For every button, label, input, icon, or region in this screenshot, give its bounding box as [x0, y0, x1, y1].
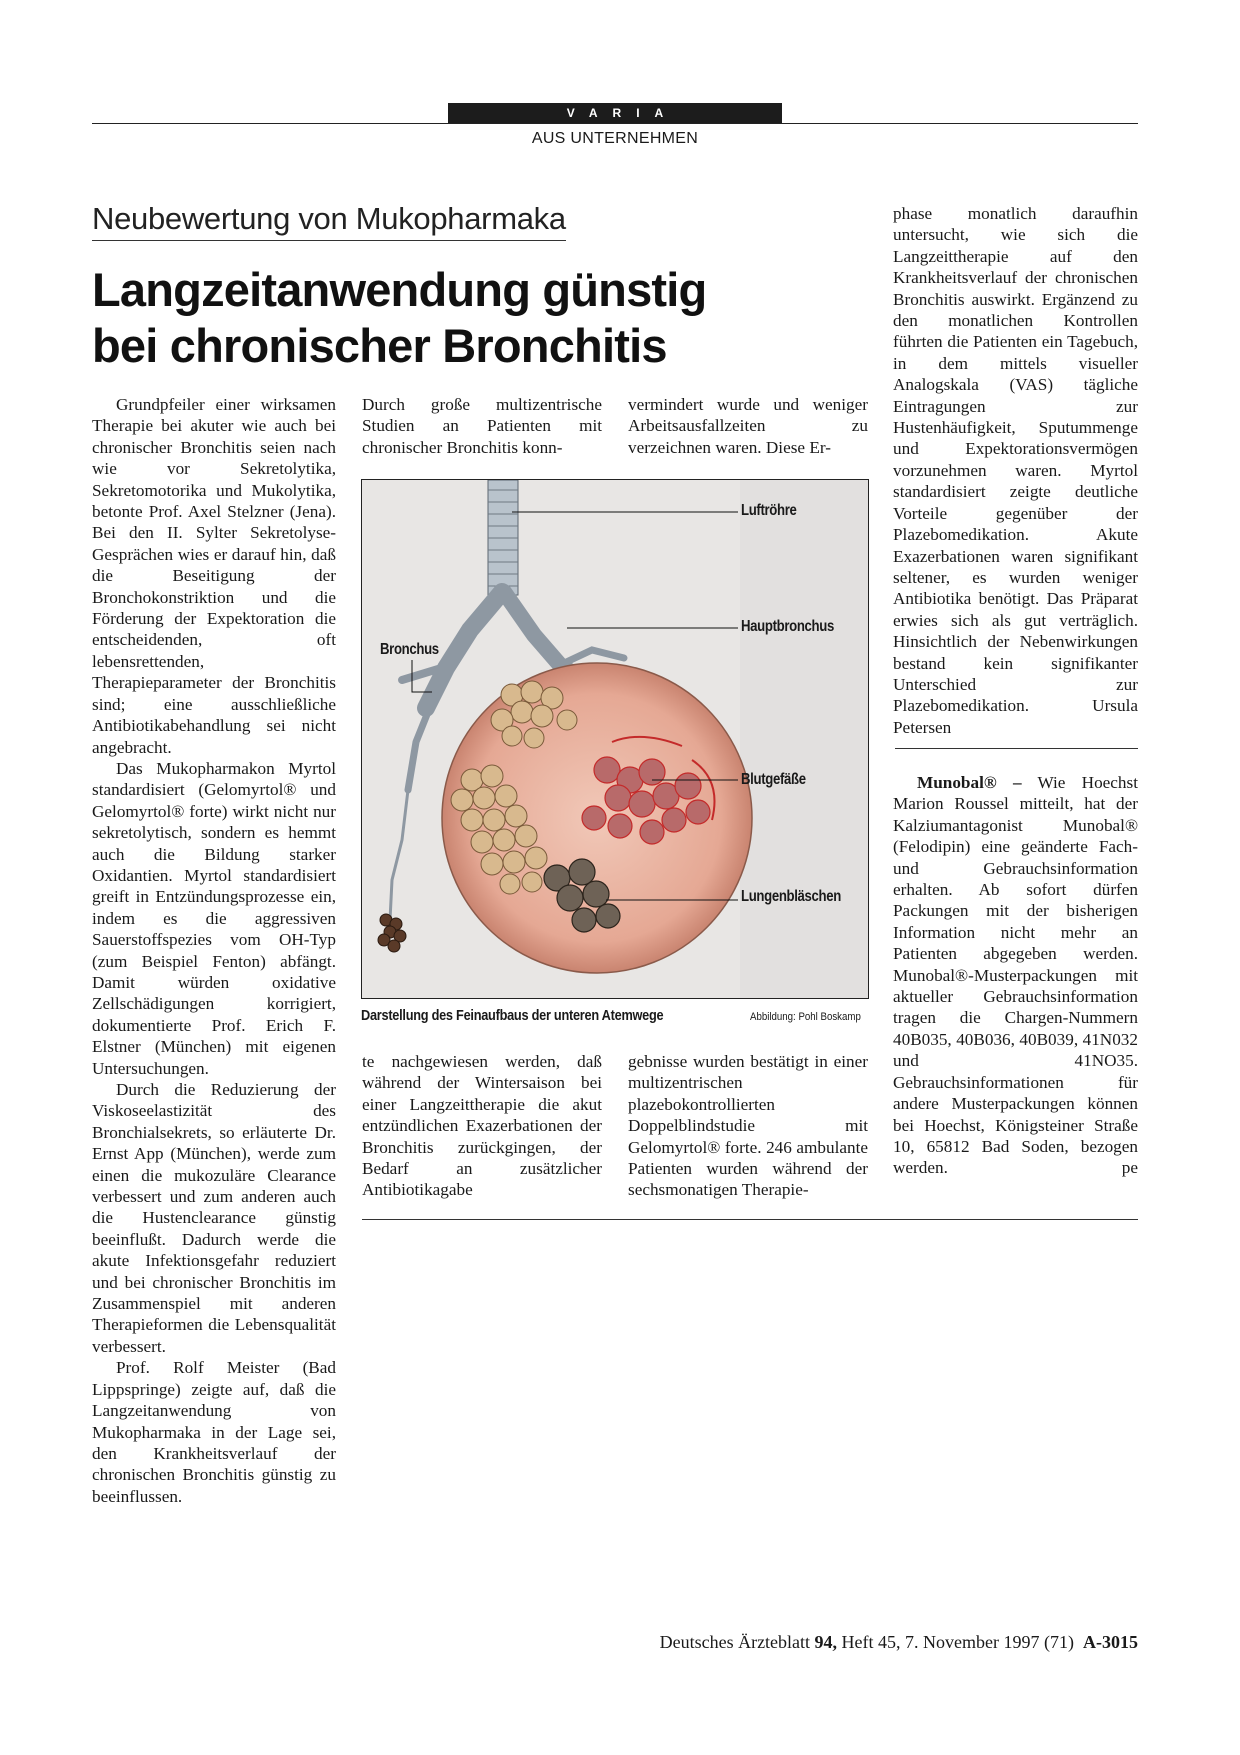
label-blood-vessels: Blutgefäße	[741, 771, 806, 788]
notice-separator	[895, 748, 1138, 749]
article-headline	[92, 262, 792, 374]
paragraph: Durch große multizentrische Studien an Patienten mit chronischer Bronchitis konn-	[362, 395, 602, 457]
column-2-bottom	[362, 1051, 602, 1201]
trachea	[488, 480, 518, 595]
paragraph: gebnisse wurden bestätigt in einer multizentrischen plazebokontrollierten Doppelblindstudie mit Gelomyrtol® forte. 246 ambulante Patienten wurden während der sechsmonatigen Therapie-	[628, 1052, 868, 1200]
label-alveoli: Lungenbläschen	[741, 888, 841, 905]
page-footer	[660, 1632, 1138, 1653]
lung-illustration	[361, 479, 869, 999]
notice-paragraph	[893, 772, 1138, 1179]
small-alveoli-cluster	[378, 914, 406, 952]
figure-credit: Abbildung: Pohl Boskamp	[750, 1011, 861, 1023]
author-byline: Ursula Petersen	[893, 696, 1138, 737]
notice-column	[893, 772, 1138, 1179]
column-1	[92, 394, 336, 1507]
paragraph: Das Mukopharmakon Myrtol standardisiert (Gelomyrtol® und Gelomyrtol® forte) wirkt nicht nur sekretolytisch, sondern es hemmt auch die Bildung starker Oxidantien. Myrtol standardisiert greift in Entzündungsprozesse ein, indem es die aggressiven Sauerstoffspezies vom OH-Typ (zum Beispiel Fenton) abfängt. Damit würden oxidative Zellschädigungen korrigiert, dokumentierte Prof. Erich F. Elstner (München) mit eigenen Untersuchungen.	[92, 758, 336, 1078]
journal-issue: Heft 45, 7. November 1997 (71)	[841, 1632, 1074, 1652]
article-kicker: Neubewertung von Mukopharmaka	[92, 200, 566, 241]
label-trachea: Luftröhre	[741, 502, 797, 519]
notice-title: Munobal® –	[917, 773, 1022, 792]
headline-line-1: Langzeitanwendung günstig	[92, 263, 707, 316]
bottom-rule	[362, 1219, 1138, 1220]
paragraph: Durch die Reduzierung der Viskoseelastizität des Bronchialsekrets, so erläuterte Dr. Ernst App (München), werde zum einen die mukozuläre Clearance verbessert und zum anderen auch die Hustenclearance günstig beeinflußt. Dadurch werde die akute Infektionsgefahr reduziert und bei chronischer Bronchitis im Zusammenspiel mit anderen Therapieformen die Lebensqualität verbessert.	[92, 1080, 336, 1356]
paragraph	[893, 203, 1138, 738]
paragraph: te nachgewiesen werden, daß während der Wintersaison bei einer Langzeittherapie die akut entzündlichen Exazerbationen der Bronchitis zurückgingen, der Bedarf an zusätzlicher Antibiotikagabe	[362, 1052, 602, 1200]
column-3-bottom	[628, 1051, 868, 1201]
journal-volume: 94,	[814, 1632, 838, 1652]
journal-name: Deutsches Ärzteblatt	[659, 1632, 811, 1652]
column-3-top	[628, 394, 868, 458]
label-bronchus: Bronchus	[380, 641, 439, 658]
notice-text: Wie Hoechst Marion Roussel mitteilt, hat der Kalziumantagonist Munobal® (Felodipin) eine geänderte Fach- und Gebrauchsinformation erhalten. Ab sofort dürfen Packungen mit der bisherigen Information nicht mehr an Patienten abgegeben werden. Munobal®-Musterpackungen mit aktueller Gebrauchsinformation tragen die Chargen-Nummern 40B035, 40B036, 40B039, 41N032 und 41NO35. Gebrauchsinformationen für andere Musterpackungen können bei Hoechst, Königsteiner Straße 10, 65812 Bad Soden, bezogen werden.	[893, 773, 1138, 1178]
header-rule	[92, 123, 1138, 124]
section-subtitle: AUS UNTERNEHMEN	[531, 130, 699, 147]
page-number: A-3015	[1083, 1632, 1138, 1652]
lung-drawing	[362, 480, 869, 999]
section-bar: VARIA	[448, 103, 782, 123]
column-4-text: phase monatlich daraufhin untersucht, wie sich die Langzeittherapie auf den Krankheitsverlauf der chronischen Bronchitis auswirkt. Ergänzend zu den monatlichen Kontrollen führten die Patienten ein Tagebuch, in dem mittels visueller Analogskala (VAS) tägliche Eintragungen zur Hustenhäufigkeit, Sputummenge und Expektorationsvermögen vorzunehmen waren. Myrtol standardisiert zeigte deutliche Vorteile gegenüber der Plazebomedikation. Akute Exazerbationen waren signifikant seltener, es wurden weniger Antibiotika benötigt. Das Präparat erwies sich als gut verträglich. Hinsichtlich der Nebenwirkungen bestand kein signifikanter Unterschied zur Plazebomedikation.	[893, 204, 1138, 716]
headline-line-2: bei chronischer Bronchitis	[92, 319, 667, 372]
label-main-bronchus: Hauptbronchus	[741, 618, 834, 635]
paragraph: Prof. Rolf Meister (Bad Lippspringe) zeigte auf, daß die Langzeitanwendung von Mukopharmaka in der Lage sei, den Krankheitsverlauf der chronischen Bronchitis günstig zu beeinflussen.	[92, 1358, 336, 1506]
column-2-top	[362, 394, 602, 458]
paragraph: vermindert wurde und weniger Arbeitsausfallzeiten zu verzeichnen waren. Diese Er-	[628, 395, 868, 457]
paragraph: Grundpfeiler einer wirksamen Therapie bei akuter wie auch bei chronischer Bronchitis seien nach wie vor Sekretolytika, Sekretomotorika und Mukolytika, betonte Prof. Axel Stelzner (Jena). Bei den II. Sylter Sekretolyse-Gesprächen wies er darauf hin, daß die Beseitigung der Bronchokonstriktion und die Förderung der Expektoration die entscheidenden, oft lebensrettenden, Therapieparameter der Bronchitis sind; eine ausschließliche Antibiotikabehandlung sei nicht angebracht.	[92, 395, 336, 757]
column-4	[893, 203, 1138, 738]
notice-signature: pe	[1121, 1158, 1138, 1178]
figure-caption: Darstellung des Feinaufbaus der unteren Atemwege	[361, 1008, 664, 1024]
